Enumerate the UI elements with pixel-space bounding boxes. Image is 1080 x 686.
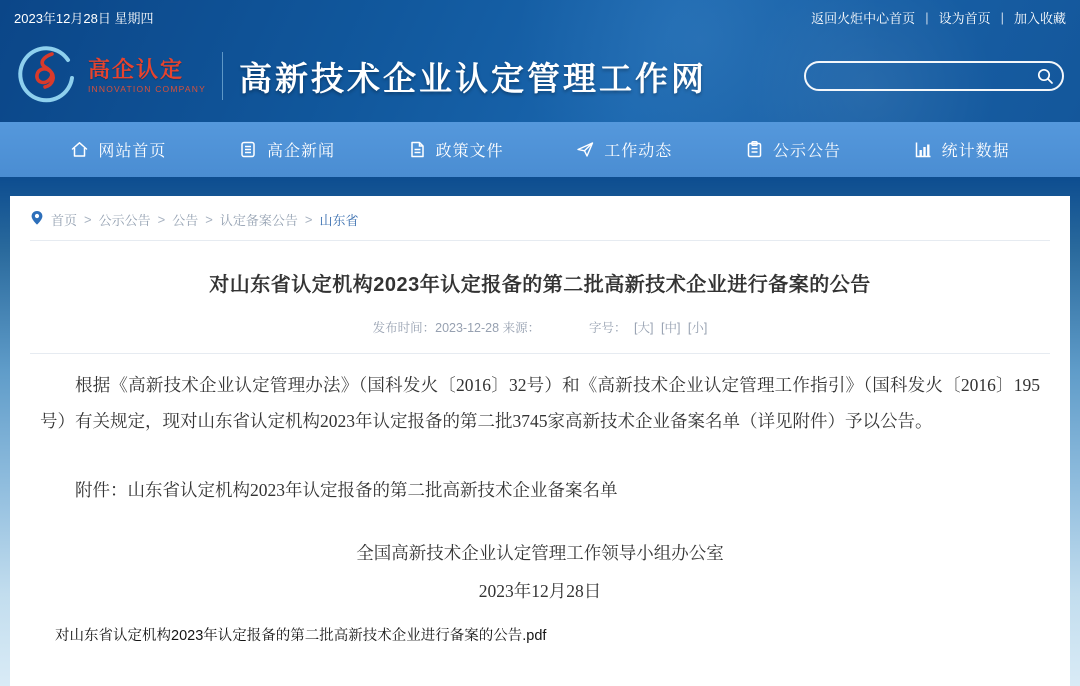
nav-label: 统计数据 bbox=[941, 143, 1010, 160]
attachment-pdf-link[interactable]: 对山东省认定机构2023年认定报备的第二批高新技术企业进行备案的公告.pdf bbox=[55, 628, 547, 644]
breadcrumb-divider bbox=[30, 240, 1050, 241]
nav-item-announcements[interactable] bbox=[745, 138, 841, 161]
breadcrumb-item-home[interactable]: 首页 bbox=[51, 213, 78, 228]
link-torch-home[interactable]: 返回火炬中心首页 bbox=[811, 10, 916, 26]
topbar-links bbox=[811, 8, 1066, 27]
announcement-icon bbox=[745, 140, 764, 159]
article-meta bbox=[10, 318, 1070, 336]
nav-label: 网站首页 bbox=[98, 143, 167, 160]
article-body bbox=[10, 367, 1070, 645]
logo-swirl-icon bbox=[16, 42, 80, 111]
breadcrumb-separator: > bbox=[157, 212, 166, 227]
link-set-homepage[interactable]: 设为首页 bbox=[938, 10, 991, 26]
signature-date: 2023年12月28日 bbox=[478, 581, 602, 601]
breadcrumb-separator: > bbox=[205, 212, 213, 227]
policy-doc-icon bbox=[408, 140, 427, 159]
fontsize-label: 字号： bbox=[589, 321, 627, 335]
content-panel bbox=[10, 196, 1070, 686]
nav-item-home[interactable] bbox=[70, 138, 166, 161]
nav-label: 公示公告 bbox=[772, 143, 841, 160]
breadcrumb-item-shandong[interactable]: 山东省 bbox=[319, 213, 359, 228]
link-add-favorite[interactable]: 加入收藏 bbox=[1013, 10, 1066, 26]
breadcrumb-separator: > bbox=[84, 212, 92, 227]
logo-title: 高企认定 bbox=[88, 57, 185, 83]
article-title: 对山东省认定机构2023年认定报备的第二批高新技术企业进行备案的公告 bbox=[209, 274, 871, 296]
breadcrumb-item-notice[interactable]: 公告 bbox=[172, 213, 199, 228]
breadcrumb-separator: > bbox=[304, 212, 313, 227]
topbar-separator: | bbox=[1000, 9, 1004, 25]
top-bar bbox=[0, 0, 1080, 30]
search-icon[interactable] bbox=[1036, 67, 1054, 90]
meta-divider bbox=[30, 353, 1050, 354]
page-background bbox=[0, 177, 1080, 686]
current-date: 2023年12月28日 星期四 bbox=[14, 10, 154, 26]
fontsize-medium-button[interactable]: [中] bbox=[660, 321, 681, 335]
search-input[interactable] bbox=[804, 61, 1064, 91]
nav-item-news[interactable] bbox=[239, 138, 335, 161]
nav-label: 高企新闻 bbox=[266, 143, 335, 160]
breadcrumb-item-filing[interactable]: 认定备案公告 bbox=[219, 213, 298, 228]
nav-item-statistics[interactable] bbox=[914, 138, 1010, 161]
paper-plane-icon bbox=[576, 140, 595, 159]
attachment-line: 附件：山东省认定机构2023年认定报备的第二批高新技术企业备案名单 bbox=[75, 480, 618, 500]
source-label: 来源： bbox=[502, 321, 541, 335]
breadcrumb bbox=[10, 196, 1070, 240]
logo-text-block bbox=[88, 58, 206, 93]
signature-org: 全国高新技术企业认定管理工作领导小组办公室 bbox=[356, 543, 724, 563]
location-pin-icon bbox=[30, 210, 44, 229]
logo-subtitle: INNOVATION COMPANY bbox=[88, 83, 206, 94]
main-nav bbox=[0, 122, 1080, 177]
home-icon bbox=[70, 140, 89, 159]
nav-label: 政策文件 bbox=[435, 143, 504, 160]
topbar-separator: | bbox=[925, 9, 929, 25]
site-header bbox=[0, 0, 1080, 122]
site-logo[interactable] bbox=[16, 42, 206, 111]
news-icon bbox=[239, 140, 258, 159]
fontsize-small-button[interactable]: [小] bbox=[687, 321, 708, 335]
search-box bbox=[804, 61, 1064, 91]
publish-time: 发布时间：2023-12-28 bbox=[372, 321, 500, 335]
nav-item-policy[interactable] bbox=[408, 138, 504, 161]
site-title: 高新技术企业认定管理工作网 bbox=[238, 59, 707, 97]
header-main bbox=[0, 30, 1080, 122]
logo-divider bbox=[222, 52, 223, 100]
nav-label: 工作动态 bbox=[604, 143, 673, 160]
article-paragraph: 根据《高新技术企业认定管理办法》（国科发火〔2016〕32号）和《高新技术企业认定管理工作指引》（国科发火〔2016〕195号）有关规定，现对山东省认定机构2023年认定报备的第二批3745家高新技术企业备案名单（详见附件）予以公告。 bbox=[40, 375, 1040, 431]
nav-item-dynamics[interactable] bbox=[576, 138, 672, 161]
breadcrumb-item-announcements[interactable]: 公示公告 bbox=[98, 213, 151, 228]
stats-chart-icon bbox=[914, 140, 933, 159]
fontsize-large-button[interactable]: [大] bbox=[634, 321, 654, 335]
